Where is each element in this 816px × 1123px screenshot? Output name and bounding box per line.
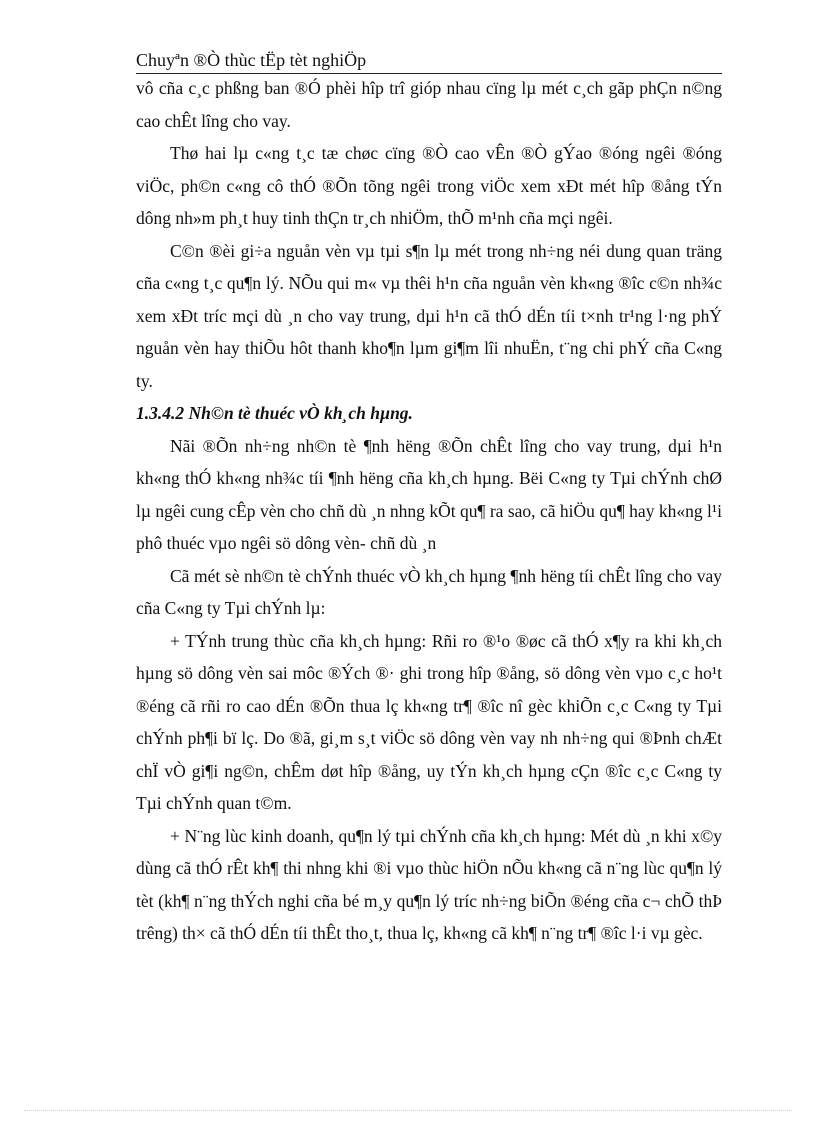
paragraph: C©n ®èi gi÷a nguån vèn vµ tµi s¶n lµ mét trong nh÷ng néi dung quan träng cña c«ng t¸c qu¶n lý. NÕu qui m« vµ thêi h¹n cña nguån vèn kh«ng ®îc c©n nh¾c xem xÐt tríc mçi dù ¸n cho vay trung, dµi h¹n cã thÓ dÉn tíi t×nh tr¹ng l·ng phÝ nguån vèn hay thiÕu hôt thanh kho¶n lµm gi¶m lîi nhuËn, t¨ng chi phÝ cña C«ng ty. [136, 240, 722, 391]
running-header: Chuyªn ®Ò thùc tËp tèt nghiÖp [136, 48, 722, 74]
page-bottom-border [24, 1110, 792, 1111]
paragraph: + N¨ng lùc kinh doanh, qu¶n lý tµi chÝnh cña kh¸ch hµng: Mét dù ¸n khi x©y dùng cã thÓ rÊt kh¶ thi nhng khi ®i vµo thùc hiÖn nÕu kh«ng cã n¨ng lùc qu¶n lý tèt (kh¶ n¨ng thÝch nghi cña bé m¸y qu¶n lý tríc nh÷ng biÕn ®éng cña c¬ chÕ thÞ trêng) th× cã thÓ dÉn tíi thÊt tho¸t, thua lç, kh«ng cã kh¶ n¨ng tr¶ ®îc l·i vµ gèc. [136, 825, 722, 943]
section-heading: 1.3.4.2 Nh©n tè thuéc vÒ kh¸ch hµng. [136, 403, 413, 423]
paragraph: Nãi ®Õn nh÷ng nh©n tè ¶nh hëng ®Õn chÊt lîng cho vay trung, dµi h¹n kh«ng thÓ kh«ng nh¾c tíi ¶nh hëng cña kh¸ch hµng. Bëi C«ng ty Tµi chÝnh chØ lµ ngêi cung cÊp vèn cho chñ dù ¸n nhng kÕt qu¶ ra sao, cã hiÖu qu¶ hay kh«ng l¹i phô thuéc vµo ngêi sö dông vèn- chñ dù ¸n [136, 435, 722, 553]
paragraph: Cã mét sè nh©n tè chÝnh thuéc vÒ kh¸ch hµng ¶nh hëng tíi chÊt lîng cho vay cña C«ng ty Tµi chÝnh lµ: [136, 565, 722, 618]
paragraph: vô cña c¸c phßng ban ®Ó phèi hîp trî gióp nhau cïng lµ mét c¸ch gãp phÇn n©ng cao chÊt lîng cho vay. [136, 78, 722, 131]
paragraph: Thø hai lµ c«ng t¸c tæ chøc cïng ®Ò cao vÊn ®Ò gÝao ®óng ngêi ®óng viÖc, ph©n c«ng cô thÓ ®Õn tõng ngêi trong viÖc xem xÐt mét hîp ®ång tÝn dông nh»m ph¸t huy tinh thÇn tr¸ch nhiÖm, thÕ m¹nh cña mçi ngêi. [136, 143, 722, 228]
document-body [136, 72, 722, 950]
paragraph: + TÝnh trung thùc cña kh¸ch hµng: Rñi ro ®¹o ®øc cã thÓ x¶y ra khi kh¸ch hµng sö dông vèn sai môc ®Ých ®· ghi trong hîp ®ång, sö dông vèn vµo c¸c ho¹t ®éng cã rñi ro cao dÉn ®Õn thua lç kh«ng tr¶ ®îc nî gèc khiÕn c¸c C«ng ty Tµi chÝnh ph¶i bï lç. Do ®ã, gi¸m s¸t viÖc sö dông vèn vay nh nh÷ng qui ®Þnh chÆt chÏ vÒ gi¶i ng©n, chÊm døt hîp ®ång, uy tÝn kh¸ch hµng cÇn ®îc c¸c C«ng ty Tµi chÝnh quan t©m. [136, 630, 722, 813]
